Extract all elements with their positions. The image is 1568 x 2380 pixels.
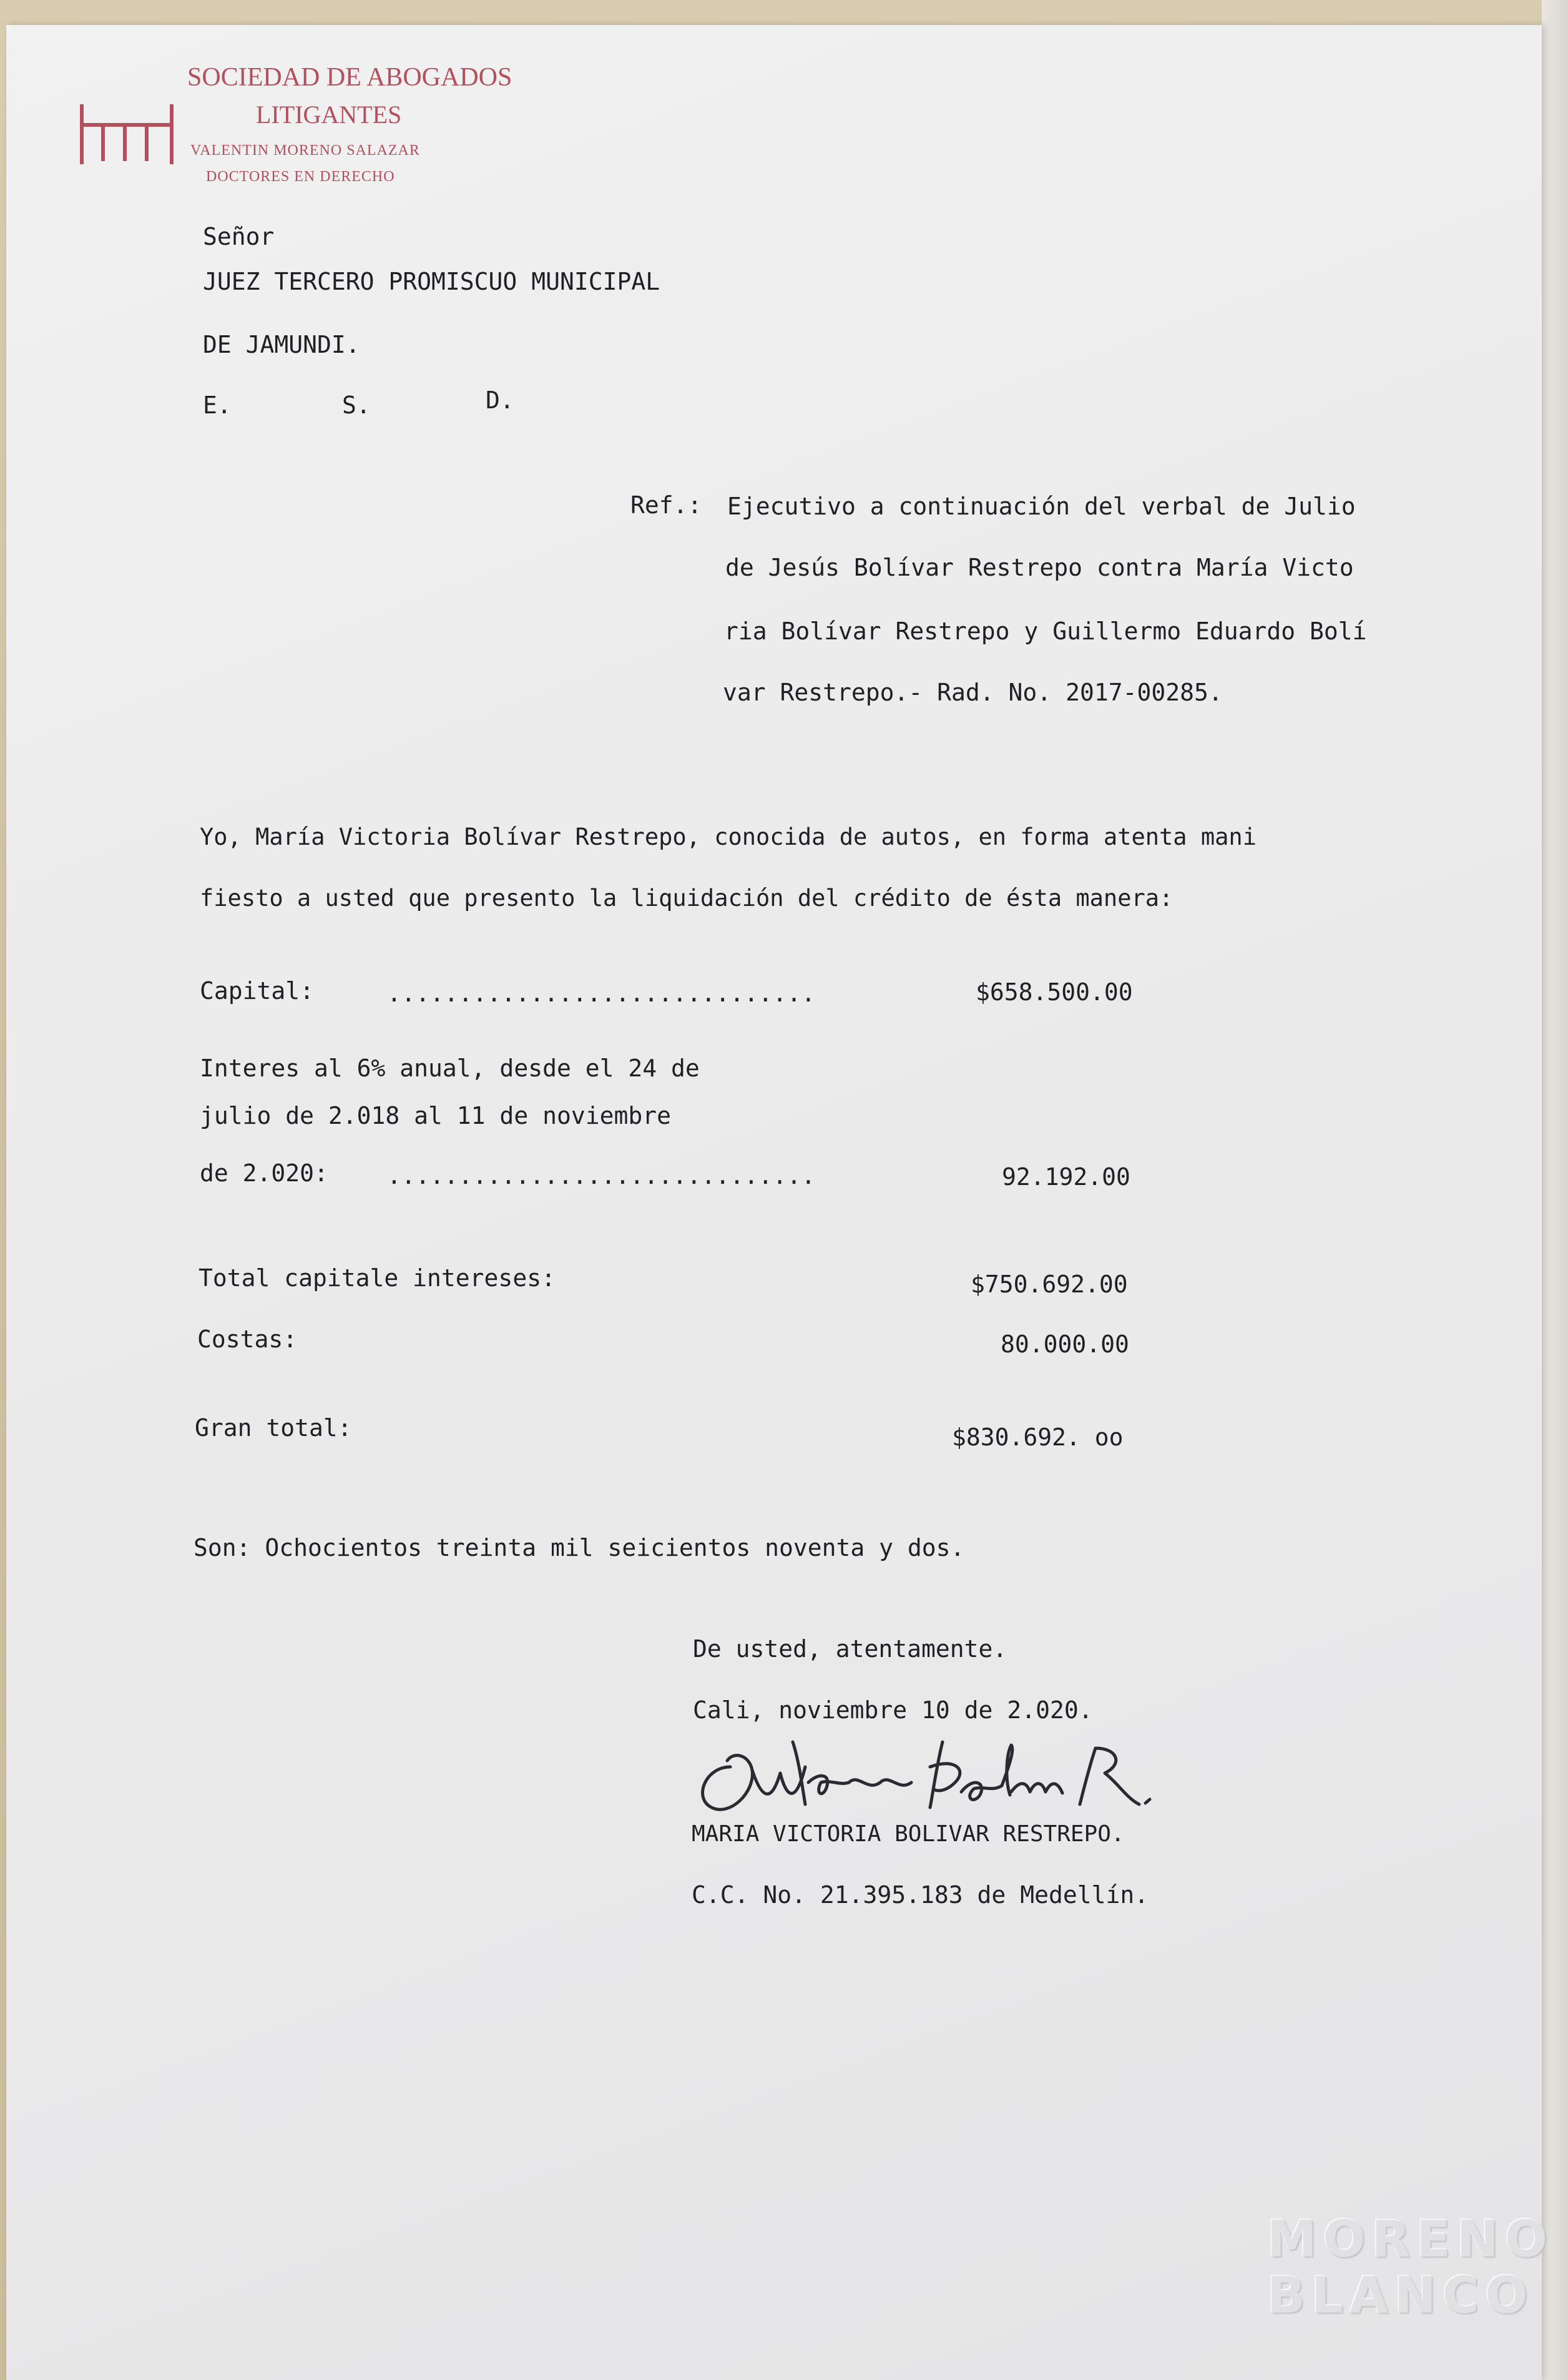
place-and-date: Cali, noviembre 10 de 2.020. — [693, 1696, 1093, 1724]
reference-line-4: var Restrepo.- Rad. No. 2017-00285. — [723, 679, 1223, 706]
esd-s: S. — [342, 391, 371, 419]
costas-label: Costas: — [197, 1325, 298, 1353]
amount-in-words: Son: Ochocientos treinta mil seicientos noventa y dos. — [194, 1534, 965, 1561]
addressee-line-1: JUEZ TERCERO PROMISCUO MUNICIPAL — [203, 268, 660, 295]
esd-d: D. — [486, 386, 514, 414]
interest-line-3: de 2.020: — [200, 1159, 328, 1187]
grand-total-label: Gran total: — [195, 1414, 352, 1442]
seal-line-2: BLANCO — [1267, 2266, 1534, 2324]
letter-page — [6, 25, 1542, 2380]
capital-leader-dots: .............................. — [387, 980, 816, 1007]
stamp-lawyer-name: VALENTIN MORENO SALAZAR — [190, 142, 420, 159]
body-line-2: fiesto a usted que presento la liquidación del crédito de ésta manera: — [200, 885, 1174, 912]
salutation: Señor — [203, 223, 275, 250]
reference-label: Ref.: — [630, 491, 702, 519]
total-value: $750.692.00 — [971, 1271, 1128, 1298]
total-label: Total capitale intereses: — [198, 1264, 556, 1292]
interest-leader-dots: .............................. — [387, 1162, 816, 1189]
capital-value: $658.500.00 — [976, 978, 1133, 1006]
closing-regards: De usted, atentamente. — [693, 1635, 1007, 1663]
esd-e: E. — [203, 391, 232, 419]
signer-id: C.C. No. 21.395.183 de Medellín. — [692, 1881, 1149, 1909]
body-line-1: Yo, María Victoria Bolívar Restrepo, conocida de autos, en forma atenta mani — [200, 824, 1257, 850]
costas-value: 80.000.00 — [1001, 1330, 1129, 1358]
law-firm-logo-icon — [78, 100, 178, 175]
stamp-firm-subtitle: LITIGANTES — [256, 101, 402, 129]
interest-line-1: Interes al 6% anual, desde el 24 de — [200, 1055, 700, 1082]
grand-total-value: $830.692. oo — [952, 1424, 1124, 1451]
reference-line-3: ria Bolívar Restrepo y Guillermo Eduardo Bolí — [724, 617, 1367, 645]
addressee-line-2: DE JAMUNDI. — [203, 331, 360, 358]
capital-label: Capital: — [200, 977, 315, 1005]
signature-icon — [680, 1723, 1180, 1829]
interest-line-2: julio de 2.018 al 11 de noviembre — [200, 1102, 671, 1129]
stamp-title: DOCTORES EN DERECHO — [206, 169, 395, 185]
seal-line-1: MORENO — [1267, 2210, 1554, 2268]
stamp-firm-name: SOCIEDAD DE ABOGADOS — [187, 63, 512, 92]
signer-name: MARIA VICTORIA BOLIVAR RESTREPO. — [692, 1821, 1125, 1847]
interest-value: 92.192.00 — [1002, 1163, 1130, 1191]
background-surface — [1542, 0, 1568, 2380]
handwritten-signature — [680, 1723, 1180, 1829]
law-firm-stamp — [78, 62, 512, 206]
reference-line-2: de Jesús Bolívar Restrepo contra María Victo — [725, 554, 1354, 581]
embossed-seal — [1267, 2204, 1554, 2329]
reference-line-1: Ejecutivo a continuación del verbal de Julio — [727, 493, 1356, 520]
